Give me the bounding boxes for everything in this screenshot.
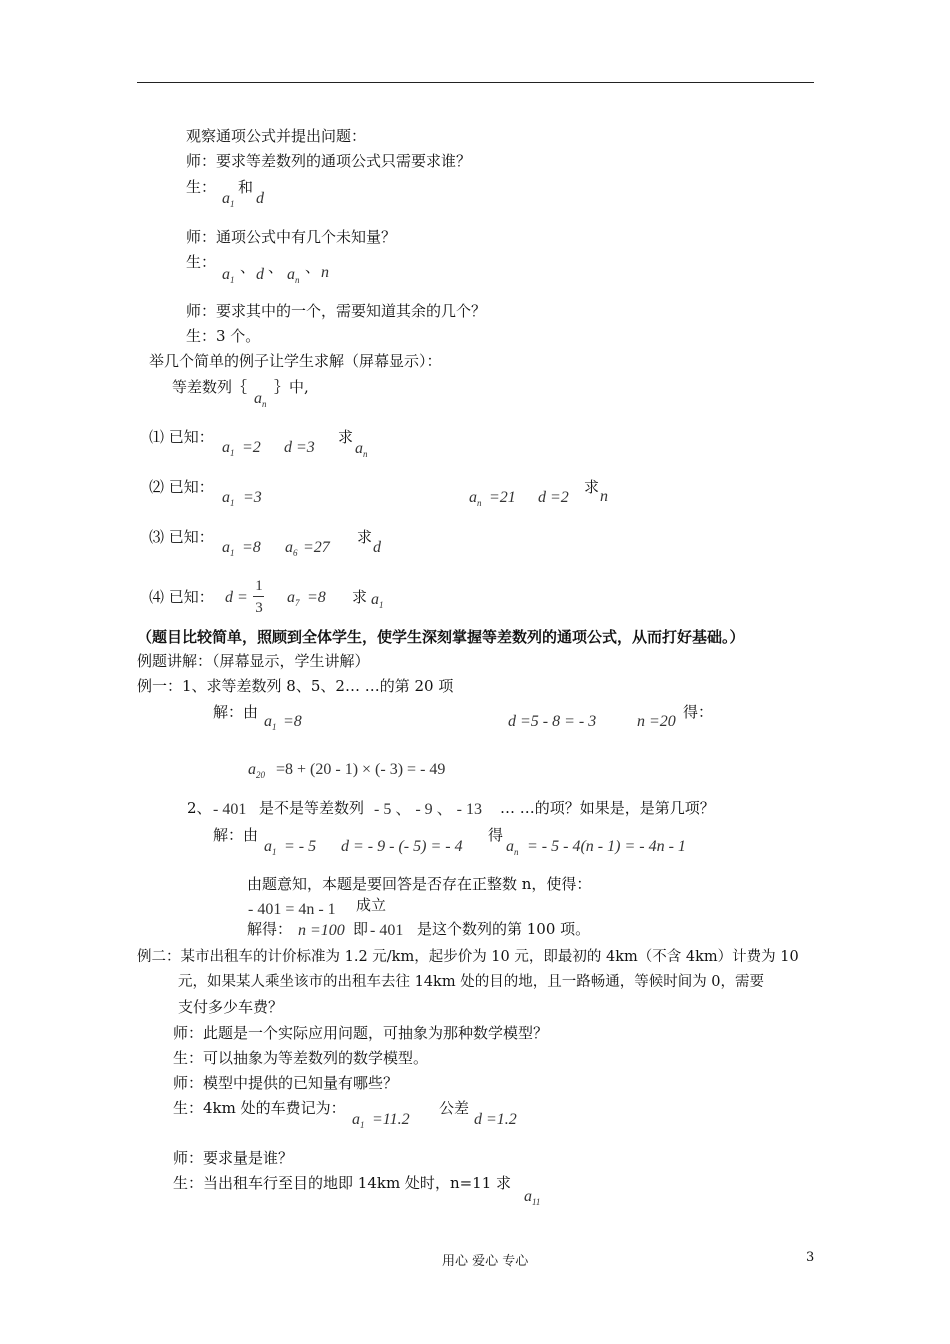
text-line: 生：当出租车行至目的地即 14km 处时，n=11 求	[173, 1174, 512, 1192]
math-term: $a_{11}$	[524, 1188, 541, 1208]
section-heading: 例题讲解：（屏幕显示，学生讲解）	[137, 652, 370, 670]
text-line: 等差数列｛	[172, 378, 248, 396]
text-line: 举几个简单的例子让学生求解（屏幕显示）：	[149, 352, 442, 370]
math-term: - 401	[213, 801, 247, 818]
text-line: 师：通项公式中有几个未知量？	[186, 228, 397, 246]
text-line: 得	[488, 826, 504, 844]
text-line: 观察通项公式并提出问题：	[186, 127, 367, 145]
text-line: 得：	[683, 703, 714, 721]
text-line: 求	[338, 428, 354, 446]
text-line: 师：要求量是谁？	[173, 1149, 294, 1167]
text-line: 师：要求其中的一个，需要知道其余的几个？	[186, 302, 487, 320]
math-term: $a_6$	[285, 539, 298, 559]
math-equation: - 401 = 4n - 1	[248, 901, 336, 918]
fraction-denominator: 3	[255, 600, 263, 616]
math-term: $a_1$	[222, 439, 235, 459]
math-term: =21	[489, 489, 516, 506]
text-line: 师：此题是一个实际应用问题，可抽象为那种数学模型？	[173, 1024, 549, 1042]
math-term: $a_1$	[222, 539, 235, 559]
text-line: 解得：	[247, 920, 293, 938]
text-line: 生：可以抽象为等差数列的数学模型。	[173, 1049, 429, 1067]
math-term: =27	[303, 539, 330, 556]
text-line: 由题意知，本题是要回答是否存在正整数 n，使得：	[247, 875, 592, 893]
math-term: $a_n$	[287, 266, 300, 286]
math-term: = - 5 - 4(n - 1) = - 4n - 1	[527, 838, 686, 855]
math-term: $a_1$	[222, 190, 235, 210]
fraction-numerator: 1	[255, 578, 263, 594]
math-term: $a_n$	[355, 440, 368, 460]
math-term: =2	[242, 439, 261, 456]
text-line: 生：4km 处的车费记为：	[173, 1099, 346, 1117]
math-term: $a_n$	[469, 489, 482, 509]
math-term: d	[373, 539, 381, 556]
problem-4-label: ⑷ 已知：	[149, 588, 214, 606]
math-term: $a_1$	[264, 838, 277, 858]
text-line: 公差	[439, 1099, 470, 1117]
math-term: d	[256, 266, 264, 283]
math-term: =11.2	[372, 1111, 410, 1128]
problem-1-label: ⑴ 已知：	[149, 428, 214, 446]
math-term: $a_1$	[352, 1111, 365, 1131]
page-number: 3	[806, 1250, 815, 1265]
math-term: n =100	[298, 922, 345, 939]
footer-text: 用心 爱心 专心	[442, 1254, 529, 1269]
math-term: $a_1$	[264, 713, 277, 733]
text-line: 求	[352, 588, 368, 606]
text-line: 是这个数列的第 100 项。	[417, 920, 591, 938]
text-line: 是不是等差数列	[259, 799, 365, 817]
header-rule	[137, 82, 814, 83]
text-line: 生：	[186, 178, 217, 196]
problem-2-label: ⑵ 已知：	[149, 478, 214, 496]
math-equation: =8 + (20 - 1) × (- 3) = - 49	[276, 761, 446, 778]
text-line: 成立	[356, 896, 387, 914]
text-line: 解：由	[213, 826, 259, 844]
math-term: d =1.2	[474, 1111, 517, 1128]
math-term: $a_1$	[371, 591, 384, 611]
math-term: $a_n$	[254, 390, 267, 410]
text-line: … …的项？如果是，是第几项？	[500, 799, 715, 817]
text-line: 求	[357, 528, 373, 546]
math-term: d =2	[538, 489, 569, 506]
example-1-title: 例一：1、求等差数列 8、5、2… …的第 20 项	[137, 677, 454, 695]
math-term: n	[600, 488, 608, 505]
text-line: 师：要求等差数列的通项公式只需要求谁？	[186, 152, 472, 170]
math-term: n	[321, 264, 329, 281]
math-term: =8	[283, 713, 302, 730]
text-line: 生：3 个。	[186, 327, 261, 345]
math-term: $a_1$	[222, 489, 235, 509]
math-term: d = - 9 - (- 5) = - 4	[341, 838, 463, 855]
text-line: 例二：某市出租车的计价标准为 1.2 元/km，起步价为 10 元，即最初的 4km（不含 4km）计费为 10	[137, 949, 799, 965]
text-line: 师：模型中提供的已知量有哪些？	[173, 1074, 399, 1092]
bold-note: （题目比较简单，照顾到全体学生，使学生深刻掌握等差数列的通项公式，从而打好基础。）	[137, 628, 745, 646]
text-line: 求	[584, 478, 600, 496]
math-term: =8	[307, 589, 326, 606]
problem-3-label: ⑶ 已知：	[149, 528, 214, 546]
text-line: 、	[240, 258, 256, 276]
text-line: 2、	[187, 799, 212, 817]
text-line: 、	[305, 258, 321, 276]
math-term: $a_7$	[287, 589, 300, 609]
math-term: =8	[242, 539, 261, 556]
math-term: d	[256, 190, 264, 207]
math-term: d =3	[284, 439, 315, 456]
text-line: 和	[238, 178, 254, 196]
math-term: =3	[243, 489, 262, 506]
text-line: 即	[353, 920, 369, 938]
math-term: d =	[225, 589, 248, 606]
text-line: 生：	[186, 253, 217, 271]
text-line: 支付多少车费？	[178, 998, 284, 1016]
text-line: 解：由	[213, 703, 259, 721]
math-term: $a_1$	[222, 266, 235, 286]
math-term: $a_{20}$	[248, 761, 265, 781]
math-term: - 401	[370, 922, 404, 939]
math-term: = - 5	[284, 838, 317, 855]
fraction-bar	[253, 596, 264, 597]
math-term: - 5 、 - 9 、 - 13	[374, 801, 482, 818]
math-term: d =5 - 8 = - 3	[508, 713, 597, 730]
text-line: 、	[268, 258, 284, 276]
math-term: n =20	[637, 713, 676, 730]
math-term: $a_n$	[506, 838, 519, 858]
text-line: ｝中,	[274, 378, 309, 396]
text-line: 元，如果某人乘坐该市的出租车去往 14km 处的目的地，且一路畅通，等候时间为 0，需要	[178, 974, 765, 990]
